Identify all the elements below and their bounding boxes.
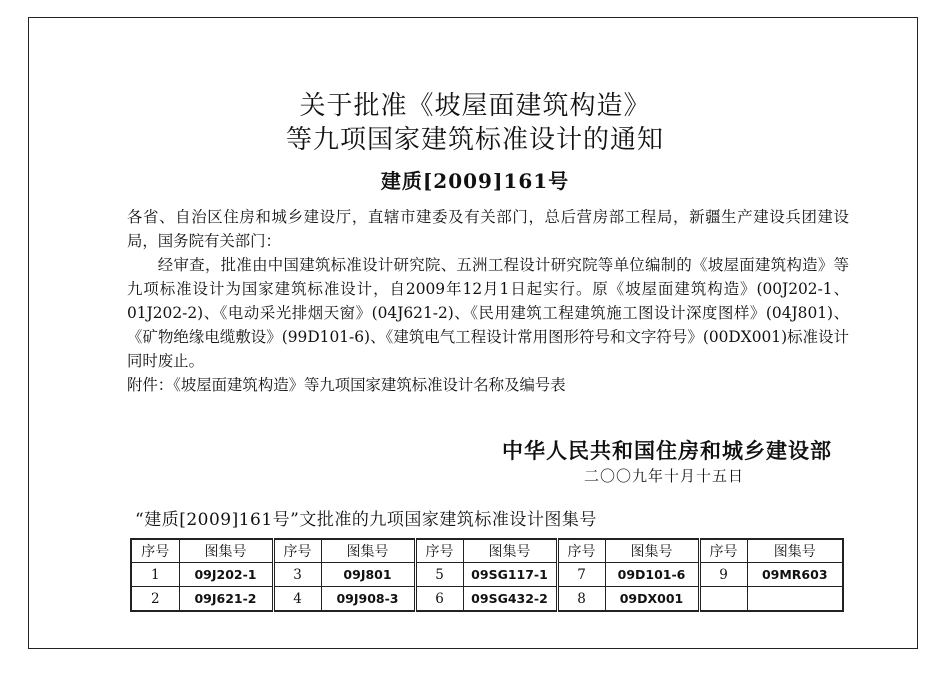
seq-cell: 6: [415, 587, 463, 612]
header-seq: 序号: [273, 539, 321, 563]
header-code: 图集号: [179, 539, 273, 563]
seq-cell: [699, 587, 747, 612]
atlas-code-cell: 09SG117-1: [463, 563, 557, 587]
seq-cell: 1: [131, 563, 179, 587]
seq-cell: 3: [273, 563, 321, 587]
title-line-2: 等九项国家建筑标准设计的通知: [285, 125, 664, 155]
seq-cell: 8: [557, 587, 605, 612]
atlas-code-cell: 09SG432-2: [463, 587, 557, 612]
header-code: 图集号: [747, 539, 843, 563]
seq-cell: 7: [557, 563, 605, 587]
table-header-row: [131, 539, 843, 563]
title-line-1: 关于批准《坡屋面建筑构造》: [299, 91, 651, 121]
seq-cell: 2: [131, 587, 179, 612]
atlas-code-cell: 09DX001: [605, 587, 699, 612]
table-row: [131, 587, 843, 612]
document-number: 建质[2009]161号: [380, 169, 570, 193]
atlas-number-table: [130, 538, 844, 612]
header-code: 图集号: [605, 539, 699, 563]
notice-body: [127, 205, 849, 397]
atlas-code-cell: 09J801: [321, 563, 415, 587]
header-seq: 序号: [557, 539, 605, 563]
atlas-code-cell: 09J621-2: [179, 587, 273, 612]
table-title: “建质[2009]161号”文批准的九项国家建筑标准设计图集号: [135, 510, 597, 530]
header-code: 图集号: [321, 539, 415, 563]
atlas-code-cell: 09D101-6: [605, 563, 699, 587]
atlas-code-cell: [747, 587, 843, 612]
atlas-code-cell: 09MR603: [747, 563, 843, 587]
seq-cell: 9: [699, 563, 747, 587]
seq-cell: 4: [273, 587, 321, 612]
approval-paragraph: 经审查，批准由中国建筑标准设计研究院、五洲工程设计研究院等单位编制的《坡屋面建筑构造》等九项标准设计为国家建筑标准设计，自2009年12月1日起实行。原《坡屋面建筑构造》(00J202-1、01J202-2)、《电动采光排烟天窗》(04J621-2)、《民用建筑工程建筑施工图设计深度图样》(04J801)、《矿物绝缘电缆敷设》(99D101-6)、《建筑电气工程设计常用图形符号和文字符号》(00DX001)标准设计同时废止。: [127, 256, 849, 370]
table-row: [131, 563, 843, 587]
header-seq: 序号: [699, 539, 747, 563]
recipients-text: 各省、自治区住房和城乡建设厅，直辖市建委及有关部门，总后营房部工程局，新疆生产建设兵团建设局，国务院有关部门：: [127, 208, 849, 250]
seq-cell: 5: [415, 563, 463, 587]
header-seq: 序号: [415, 539, 463, 563]
issuing-authority: 中华人民共和国住房和城乡建设部: [502, 439, 832, 463]
issue-date: 二〇〇九年十月十五日: [583, 467, 744, 485]
header-seq: 序号: [131, 539, 179, 563]
header-code: 图集号: [463, 539, 557, 563]
atlas-code-cell: 09J202-1: [179, 563, 273, 587]
atlas-code-cell: 09J908-3: [321, 587, 415, 612]
attachment-line: 附件：《坡屋面建筑构造》等九项国家建筑标准设计名称及编号表: [127, 376, 566, 394]
